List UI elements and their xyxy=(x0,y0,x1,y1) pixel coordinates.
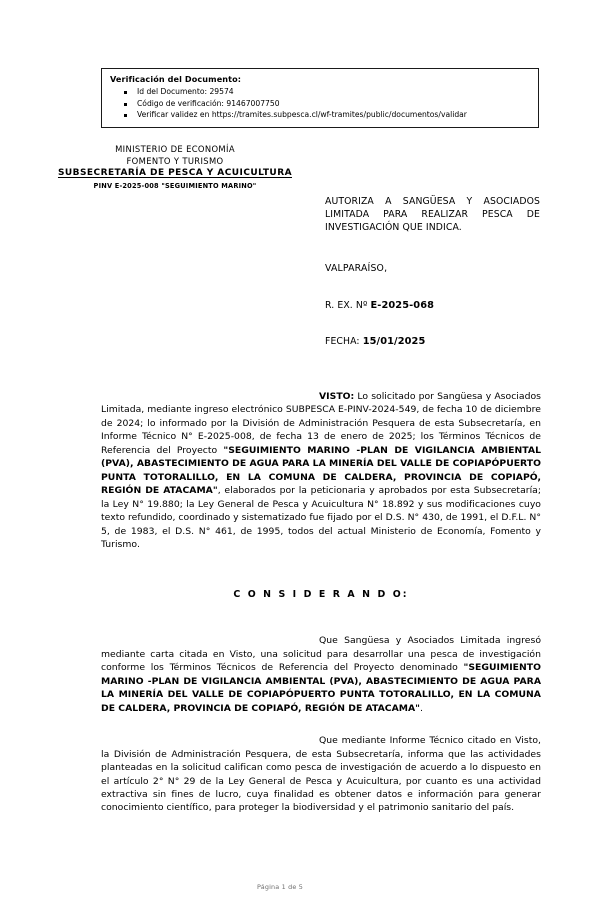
ministry-line-2: FOMENTO Y TURISMO xyxy=(126,156,224,167)
visto-text-part-1: Lo solicitado por Sangüesa y Asociados Limitada, mediante ingreso electrónico SUBPESCA E-PINV-2024-549, de fecha 10 de diciembre de 2024; lo informado por la División de Administración Pesquera de esta Subsecretaría, en Informe Técnico N° E-2025-008, de fecha 13 de enero de 2025; los Términos Técnicos de Referencia del Proyecto xyxy=(101,391,541,456)
visto-project-title: "SEGUIMIENTO MARINO -PLAN DE VIGILANCIA AMBIENTAL (PVA), ABASTECIMIENTO DE AGUA PARA LA MINERÍA DEL VALLE DE COPIAPÓPUERTO PUNTA TOTORALILLO, EN LA COMUNA DE CALDERA, PROVINCIA DE COPIAPÓ, REGIÓN DE ATACAMA" xyxy=(101,444,541,497)
heading-block xyxy=(325,195,540,347)
visto-paragraph xyxy=(101,390,541,551)
place-line: VALPARAÍSO, xyxy=(325,262,388,274)
document-body xyxy=(101,390,541,815)
visto-text-part-2: , elaborados por la peticionaria y aprobados por esta Subsecretaría; la Ley N° 19.880; la Ley General de Pesca y Acuicultura N° 18.892 y sus modificaciones cuyo texto refundido, coordinado y sistematizado fue fijado por el D.S. N° 430, de 1991, el D.F.L. N° 5, de 1983, el D.S. N° 461, de 1995, todos del actual Ministerio de Economía, Fomento y Turismo. xyxy=(101,485,542,550)
verification-box xyxy=(101,68,539,128)
considerando-p1-project-title: "SEGUIMIENTO MARINO -PLAN DE VIGILANCIA AMBIENTAL (PVA), ABASTECIMIENTO DE AGUA PARA LA MINERÍA DEL VALLE DE COPIAPÓPUERTO PUNTA TOTORALILLO, EN LA COMUNA DE CALDERA, PROVINCIA DE COPIAPÓ, REGIÓN DE ATACAMA" xyxy=(101,662,541,714)
spacer xyxy=(101,715,541,734)
list-item: Código de verificación: 91467007750 xyxy=(110,98,532,110)
considerando-p1-text-2: . xyxy=(420,702,423,714)
considerando-paragraph-1 xyxy=(101,634,541,715)
verification-title: Verificación del Documento: xyxy=(110,74,242,84)
subsecretaria-title: SUBSECRETARÍA DE PESCA Y ACUICULTURA xyxy=(57,168,292,179)
document-subject: AUTORIZA A SANGÜESA Y ASOCIADOS LIMITADA PARA REALIZAR PESCA DE INVESTIGACIÓN QUE INDICA. xyxy=(325,196,540,234)
resolution-label: R. EX. Nº xyxy=(325,299,371,311)
list-item: Id del Documento: 29574 xyxy=(110,86,532,98)
spacer xyxy=(101,551,541,589)
date-label: FECHA: xyxy=(325,335,363,347)
date-line xyxy=(325,336,540,347)
list-item: Verificar validez en https://tramites.subpesca.cl/wf-tramites/public/documentos/validar xyxy=(110,109,532,121)
spacer xyxy=(101,600,541,634)
resolution-line xyxy=(325,300,540,311)
pinv-reference: PINV E-2025-008 "SEGUIMIENTO MARINO" xyxy=(93,181,257,190)
resolution-number: E-2025-068 xyxy=(370,299,435,311)
page-number: Página 1 de 5 xyxy=(256,883,304,891)
considerando-paragraph-2 xyxy=(101,734,541,815)
ministry-line-1: MINISTERIO DE ECONOMÍA xyxy=(115,144,235,154)
letterhead xyxy=(30,143,320,192)
date-value: 15/01/2025 xyxy=(362,335,426,347)
verification-list xyxy=(110,86,532,121)
considerando-p2-text: Que mediante Informe Técnico citado en Visto, la División de Administración Pesquera, de esta Subsecretaría, informa que las actividades planteadas en la solicitud califican como pesca de investigación de acuerdo a lo dispuesto en el artículo 2° N° 29 de la Ley General de Pesca y Acuicultura, por cuanto es una actividad extractiva sin fines de lucro, cuya finalidad es obtener datos e información para generar conocimiento científico, para proteger la biodiversidad y el patrimonio sanitario del país. xyxy=(101,735,541,814)
page-footer xyxy=(0,874,600,893)
visto-label: VISTO: xyxy=(319,391,355,402)
considerando-p1-text-1: Que Sangüesa y Asociados Limitada ingresó mediante carta citada en Visto, una solicitud para desarrollar una pesca de investigación conforme los Términos Técnicos de Referencia del Proyecto denominado xyxy=(101,635,541,674)
considerando-heading: C O N S I D E R A N D O: xyxy=(233,589,409,601)
